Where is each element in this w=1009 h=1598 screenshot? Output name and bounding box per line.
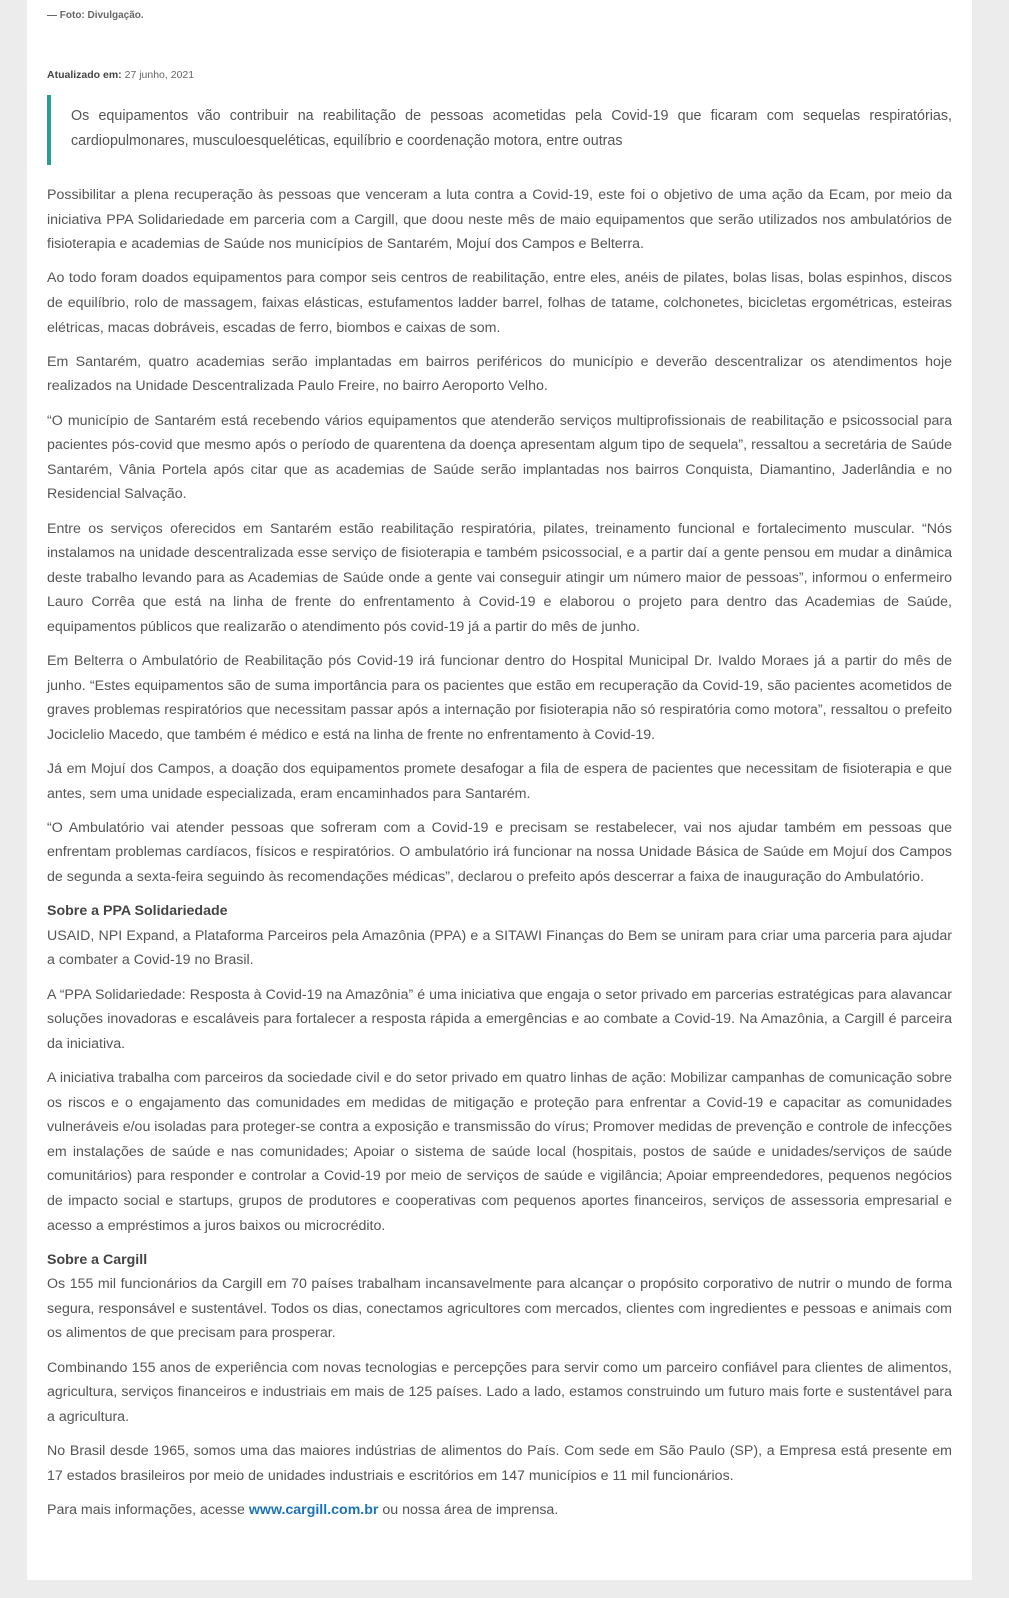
ppa-paragraph: A iniciativa trabalha com parceiros da sociedade civil e do setor privado em quatro linhas de ação: Mobilizar campanhas de comunicação sobre os riscos e o engajamento das comunidades em medidas de mitigação e proteção para enfrentar a Covid-19 e capacitar as comunidades vulneráveis e/ou isoladas para proteger-se contra a exposição e transmissão do vírus; Promover medidas de prevenção e controle de infecções em instalações de saúde e nas comunidades; Apoiar o sistema de saúde local (hospitais, postos de saúde e unidades/serviços de saúde comunitários) para responder e controlar a Covid-19 por meio de serviços de saúde e vigilância; Apoiar empreendedores, pequenos negócios de impacto social e startups, grupos de produtores e cooperativas com pequenos aportes financeiros, serviços de assessoria empresarial e acesso a empréstimos a juros baixos ou microcrédito. (47, 1069, 952, 1234)
closing-text-before: Para mais informações, acesse (47, 1501, 249, 1518)
body-paragraph: Em Belterra o Ambulatório de Reabilitação pós Covid-19 irá funcionar dentro do Hospital Municipal Dr. Ivaldo Moraes já a partir do mês de junho. “Estes equipamentos são de suma importância para os pacientes que estão em recuperação da Covid-19, são pacientes acometidos de graves problemas respiratórios que necessitam passar após a internação por fisioterapia não só respiratória como motora”, ressaltou o prefeito Jociclelio Macedo, que também é médico e está na linha de frente no enfrentamento à Covid-19. (47, 653, 952, 743)
article-body (47, 183, 952, 1532)
ppa-paragraph: USAID, NPI Expand, a Plataforma Parceiros pela Amazônia (PPA) e a SITAWI Finanças do Bem se uniram para criar uma parceria para ajudar a combater a Covid-19 no Brasil. (47, 927, 952, 969)
cargill-paragraph: No Brasil desde 1965, somos uma das maiores indústrias de alimentos do País. Com sede em São Paulo (SP), a Empresa está presente em 17 estados brasileiros por meio de unidades industriais e escritórios em 147 municípios e 11 mil funcionários. (47, 1443, 952, 1484)
body-paragraph: “O município de Santarém está recebendo vários equipamentos que atenderão serviços multiprofissionais de reabilitação e psicossocial para pacientes pós-covid que mesmo após o período de quarentena da doença apresentam algum tipo de sequela”, ressaltou a secretária de Saúde Santarém, Vânia Portela após citar que as academias de Saúde serão implantadas nos bairros Conquista, Diamantino, Jaderlândia e no Residencial Salvação. (47, 412, 952, 503)
photo-credit: — Foto: Divulgação. (47, 10, 144, 21)
ppa-heading: Sobre a PPA Solidariedade (47, 903, 228, 920)
cargill-paragraph: Combinando 155 anos de experiência com novas tecnologias e percepções para servir como um parceiro confiável para clientes de alimentos, agricultura, serviços financeiros e industriais em mais de 125 países. Lado a lado, estamos construindo um futuro mais forte e sustentável para a agricultura. (47, 1359, 952, 1425)
body-paragraph: Em Santarém, quatro academias serão implantadas em bairros periféricos do município e deverão descentralizar os atendimentos hoje realizados na Unidade Descentralizada Paulo Freire, no bairro Aeroporto Velho. (47, 353, 952, 395)
body-paragraph: Ao todo foram doados equipamentos para compor seis centros de reabilitação, entre eles, anéis de pilates, bolas lisas, bolas espinhos, discos de equilíbrio, rolo de massagem, faixas elásticas, estufamentos ladder barrel, folhas de tatame, colchonetes, bicicletas ergométricas, esteiras elétricas, macas dobráveis, escadas de ferro, biombos e caixas de som. (47, 270, 952, 336)
cargill-website-link[interactable]: www.cargill.com.br (248, 1501, 379, 1518)
closing-paragraph (47, 1498, 952, 1523)
article-card (27, 0, 972, 1580)
updated-label: Atualizado em: (47, 69, 122, 81)
updated-line (47, 69, 194, 81)
closing-text-after: ou nossa área de imprensa. (378, 1501, 559, 1518)
body-paragraph: Já em Mojuí dos Campos, a doação dos equipamentos promete desafogar a fila de espera de pacientes que necessitam de fisioterapia e que antes, sem uma unidade especializada, eram encaminhados para Santarém. (47, 761, 952, 802)
ppa-paragraph: A “PPA Solidariedade: Resposta à Covid-19 na Amazônia” é uma iniciativa que engaja o setor privado em parcerias estratégicas para alavancar soluções inovadoras e escaláveis para fortalecer a resposta rápida a emergências e ao combate a Covid-19. Na Amazônia, a Cargill é parceira da iniciativa. (47, 986, 952, 1052)
body-paragraph: Possibilitar a plena recuperação às pessoas que venceram a luta contra a Covid-19, este foi o objetivo de uma ação da Ecam, por meio da iniciativa PPA Solidariedade em parceria com a Cargill, que doou neste mês de maio equipamentos que serão utilizados nos ambulatórios de fisioterapia e academias de Saúde nos municípios de Santarém, Mojuí dos Campos e Belterra. (47, 187, 952, 253)
lead-quote: Os equipamentos vão contribuir na reabilitação de pessoas acometidas pela Covid-19 que ficaram com sequelas respiratórias, cardiopulmonares, musculoesqueléticas, equilíbrio e coordenação motora, entre outras (47, 95, 952, 165)
updated-date: 27 junho, 2021 (124, 69, 195, 81)
cargill-paragraph: Os 155 mil funcionários da Cargill em 70 países trabalham incansavelmente para alcançar o propósito corporativo de nutrir o mundo de forma segura, responsável e sustentável. Todos os dias, conectamos agricultores com mercados, clientes com ingredientes e pessoas e animais com os alimentos de que precisam para prosperar. (47, 1276, 952, 1342)
body-paragraph: Entre os serviços oferecidos em Santarém estão reabilitação respiratória, pilates, treinamento funcional e fortalecimento muscular. “Nós instalamos na unidade descentralizada esse serviço de fisioterapia e também psicossocial, e a partir daí a gente pensou em mudar a dinâmica deste trabalho levando para as Academias de Saúde onde a gente vai conseguir atingir um número maior de pessoas”, informou o enfermeiro Lauro Corrêa que está na linha de frente do enfrentamento à Covid-19 e elaborou o projeto para dentro das Academias de Saúde, equipamentos públicos que realizarão o atendimento pós covid-19 já a partir do mês de junho. (47, 520, 952, 635)
body-paragraph: “O Ambulatório vai atender pessoas que sofreram com a Covid-19 e precisam se restabelecer, vai nos ajudar também em pessoas que enfrentam problemas cardíacos, físicos e respiratórios. O ambulatório irá funcionar na nossa Unidade Básica de Saúde em Mojuí dos Campos de segunda a sexta-feira seguindo às recomendações médicas”, declarou o prefeito após descerrar a faixa de inauguração do Ambulatório. (47, 819, 952, 885)
cargill-heading: Sobre a Cargill (47, 1251, 148, 1268)
